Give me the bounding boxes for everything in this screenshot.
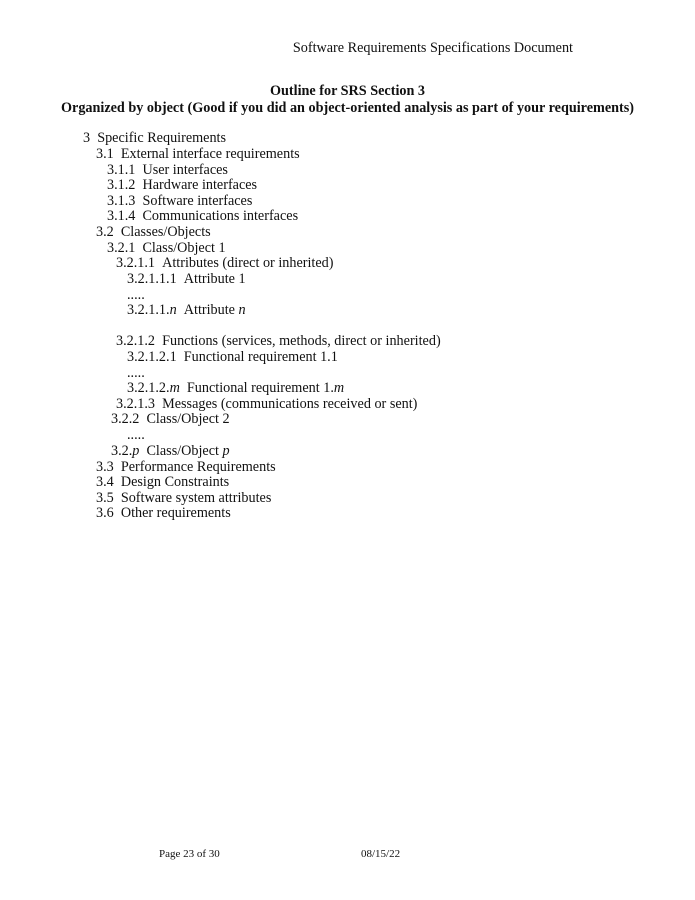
outline-item xyxy=(111,443,230,459)
outline-item xyxy=(127,302,246,318)
outline-item-text: Class/Object 1 xyxy=(142,240,226,256)
outline-item-number: 3.2.1.2.1 xyxy=(127,349,177,365)
running-header: Software Requirements Specifications Document xyxy=(292,40,573,56)
outline-item-text-variable: p xyxy=(222,443,230,459)
page-number: Page 23 of 30 xyxy=(159,848,220,860)
outline-item-number: 3.2 xyxy=(96,224,114,240)
outline-item-text: Performance Requirements xyxy=(120,459,276,475)
outline-item xyxy=(116,396,417,412)
outline-item xyxy=(107,208,298,224)
outline-item-text: Software interfaces xyxy=(142,193,253,209)
outline-item-text: Messages (communications received or sent) xyxy=(162,396,418,412)
outline-item-number: 3.2.2 xyxy=(111,411,140,427)
outline-item xyxy=(107,193,252,209)
outline-item-text: Attribute 1 xyxy=(183,271,246,287)
outline-item xyxy=(116,255,333,271)
outline-item-number-variable: m xyxy=(169,380,180,396)
outline-item-text: Functional requirement 1.1 xyxy=(183,349,338,365)
outline-item-text: Class/Object 2 xyxy=(146,411,230,427)
outline-item-text: External interface requirements xyxy=(120,146,300,162)
outline-item xyxy=(96,224,211,240)
outline-item-text: Functional requirement 1. xyxy=(186,380,334,396)
footer-date: 08/15/22 xyxy=(361,848,401,860)
outline-item xyxy=(127,427,145,443)
outline-item-text-variable: n xyxy=(238,302,246,318)
outline-item-number: 3.2.1.3 xyxy=(116,396,156,412)
outline-item xyxy=(116,333,441,349)
outline-item-text: Attribute xyxy=(183,302,239,318)
outline-item-number-variable: n xyxy=(169,302,177,318)
outline-item xyxy=(96,146,300,162)
outline-item-number: 3.1.2 xyxy=(107,177,136,193)
outline-item-text: Classes/Objects xyxy=(120,224,211,240)
outline-item-number: 3.2. xyxy=(111,443,133,459)
outline-item xyxy=(127,271,246,287)
outline-item-number: 3.2.1 xyxy=(107,240,136,256)
outline-item xyxy=(107,177,257,193)
outline-item xyxy=(111,411,230,427)
outline-item xyxy=(127,287,145,303)
outline-item xyxy=(107,240,226,256)
section-title: Outline for SRS Section 3 xyxy=(269,83,426,99)
outline-item xyxy=(83,130,226,146)
outline-item-text: Software system attributes xyxy=(120,490,272,506)
outline-item-number: 3.2.1.2 xyxy=(116,333,156,349)
outline-item-number: 3.1.4 xyxy=(107,208,136,224)
outline-item-number: 3.1 xyxy=(96,146,114,162)
outline-item-text: ..... xyxy=(127,287,145,303)
outline-item-text: Attributes (direct or inherited) xyxy=(162,255,334,271)
outline-item-text: Specific Requirements xyxy=(97,130,227,146)
outline-item xyxy=(107,162,228,178)
outline-item-number: 3.2.1.1. xyxy=(127,302,170,318)
outline-item xyxy=(96,490,271,506)
outline-item-number: 3.4 xyxy=(96,474,114,490)
outline-item xyxy=(127,349,338,365)
outline-item-text-variable: m xyxy=(333,380,345,396)
outline-item xyxy=(127,380,344,396)
outline-item xyxy=(127,365,145,381)
outline-item-number: 3.2.1.1.1 xyxy=(127,271,177,287)
outline-item-text: Functions (services, methods, direct or inherited) xyxy=(162,333,441,349)
outline-item-text: Communications interfaces xyxy=(142,208,299,224)
outline-item-number: 3.1.1 xyxy=(107,162,136,178)
outline-item xyxy=(96,505,231,521)
outline-item-number: 3.5 xyxy=(96,490,114,506)
outline-item-text: Design Constraints xyxy=(120,474,230,490)
section-subtitle: Organized by object (Good if you did an object-oriented analysis as part of your requirements) xyxy=(60,100,634,116)
outline-item-number: 3.3 xyxy=(96,459,114,475)
outline-item-number: 3.1.3 xyxy=(107,193,136,209)
outline-item-text: Class/Object xyxy=(146,443,223,459)
outline-item-number: 3 xyxy=(83,130,91,146)
outline-item-text: Hardware interfaces xyxy=(142,177,258,193)
outline-item-text: Other requirements xyxy=(120,505,231,521)
outline-item-number: 3.2.1.1 xyxy=(116,255,156,271)
outline-item-text: ..... xyxy=(127,365,145,381)
outline-item-text: User interfaces xyxy=(142,162,228,178)
outline-item-text: ..... xyxy=(127,427,145,443)
outline-item-number: 3.2.1.2. xyxy=(127,380,170,396)
outline-item xyxy=(96,459,276,475)
outline-item-number-variable: p xyxy=(132,443,140,459)
outline-item xyxy=(96,474,229,490)
outline-item-number: 3.6 xyxy=(96,505,114,521)
